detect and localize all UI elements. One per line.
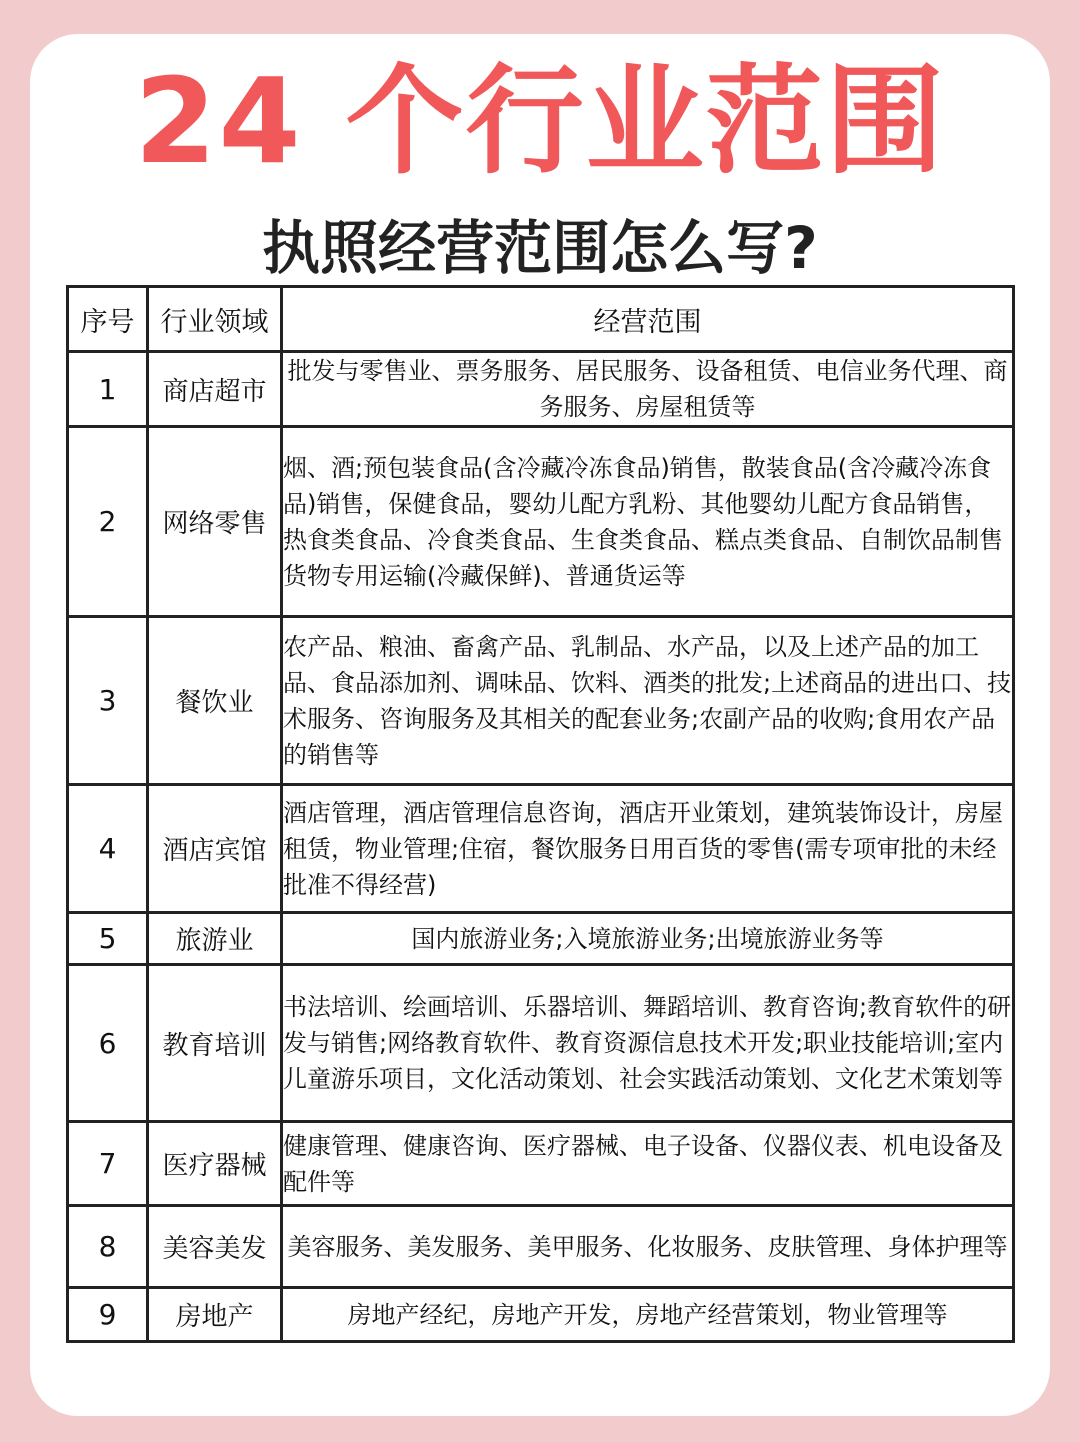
row-scope: 健康管理、健康咨询、医疗器械、电子设备、仪器仪表、机电设备及配件等 — [282, 1122, 1014, 1206]
page-title: 24 个行业范围 — [134, 52, 946, 190]
table-row — [68, 617, 1014, 785]
row-industry: 餐饮业 — [148, 617, 282, 785]
row-scope: 美容服务、美发服务、美甲服务、化妆服务、皮肤管理、身体护理等 — [282, 1206, 1014, 1288]
row-number: 9 — [68, 1288, 148, 1342]
business-scope-table — [66, 285, 1015, 1343]
row-scope: 批发与零售业、票务服务、居民服务、设备租赁、电信业务代理、商务服务、房屋租赁等 — [282, 352, 1014, 427]
row-scope: 房地产经纪，房地产开发，房地产经营策划，物业管理等 — [282, 1288, 1014, 1342]
table-row — [68, 785, 1014, 913]
row-number: 3 — [68, 617, 148, 785]
row-industry: 医疗器械 — [148, 1122, 282, 1206]
header-business-scope: 经营范围 — [282, 287, 1014, 352]
row-industry: 酒店宾馆 — [148, 785, 282, 913]
row-industry: 旅游业 — [148, 913, 282, 965]
row-industry: 教育培训 — [148, 965, 282, 1122]
row-scope: 酒店管理，酒店管理信息咨询，酒店开业策划，建筑装饰设计，房屋租赁，物业管理;住宿，餐饮服务日用百货的零售(需专项审批的未经批准不得经营) — [282, 785, 1014, 913]
row-scope: 农产品、粮油、畜禽产品、乳制品、水产品，以及上述产品的加工品、食品添加剂、调味品、饮料、酒类的批发;上述商品的进出口、技术服务、咨询服务及其相关的配套业务;农副产品的收购;食用农产品的销售等 — [282, 617, 1014, 785]
table-row — [68, 1288, 1014, 1342]
table-row — [68, 352, 1014, 427]
row-scope: 国内旅游业务;入境旅游业务;出境旅游业务等 — [282, 913, 1014, 965]
row-number: 7 — [68, 1122, 148, 1206]
row-scope: 烟、酒;预包装食品(含冷藏冷冻食品)销售，散装食品(含冷藏冷冻食品)销售，保健食品，婴幼儿配方乳粉、其他婴幼儿配方食品销售，热食类食品、冷食类食品、生食类食品、糕点类食品、自制饮品制售货物专用运输(冷藏保鲜)、普通货运等 — [282, 427, 1014, 617]
row-number: 2 — [68, 427, 148, 617]
header-serial-number: 序号 — [68, 287, 148, 352]
row-number: 8 — [68, 1206, 148, 1288]
table-row — [68, 1122, 1014, 1206]
row-number: 1 — [68, 352, 148, 427]
header-industry: 行业领域 — [148, 287, 282, 352]
row-industry: 商店超市 — [148, 352, 282, 427]
row-industry: 美容美发 — [148, 1206, 282, 1288]
row-industry: 房地产 — [148, 1288, 282, 1342]
row-number: 5 — [68, 913, 148, 965]
page-subtitle: 执照经营范围怎么写? — [262, 214, 818, 282]
row-scope: 书法培训、绘画培训、乐器培训、舞蹈培训、教育咨询;教育软件的研发与销售;网络教育软件、教育资源信息技术开发;职业技能培训;室内儿童游乐项目，文化活动策划、社会实践活动策划、文化艺术策划等 — [282, 965, 1014, 1122]
table-row — [68, 913, 1014, 965]
table-row — [68, 965, 1014, 1122]
row-number: 6 — [68, 965, 148, 1122]
table-header-row — [68, 287, 1014, 352]
table-row — [68, 1206, 1014, 1288]
row-industry: 网络零售 — [148, 427, 282, 617]
table-row — [68, 427, 1014, 617]
row-number: 4 — [68, 785, 148, 913]
